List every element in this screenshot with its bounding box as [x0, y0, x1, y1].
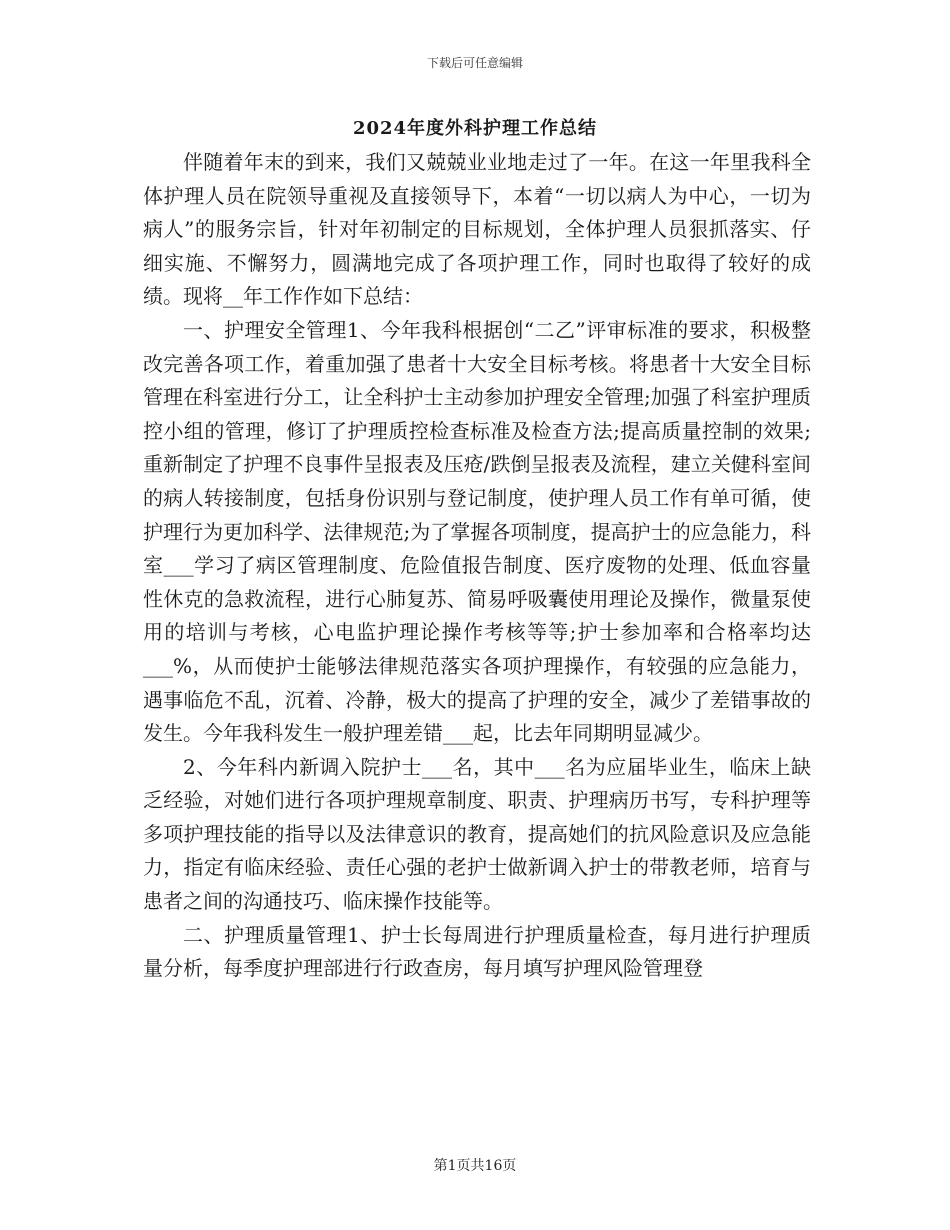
- paragraph-quality-management: 二、护理质量管理1、护士长每周进行护理质量检查，每月进行护理质量分析，每季度护理部进行行政查房，每月填写护理风险管理登: [143, 922, 811, 981]
- header-note: 下载后可任意编辑: [426, 56, 523, 70]
- paragraph-intro: 伴随着年末的到来，我们又兢兢业业地走过了一年。在这一年里我科全体护理人员在院领导重视及直接领导下，本着“一切以病人为中心，一切为病人”的服务宗旨，针对年初制定的目标规划，全体护理人员狠抓落实、仔细实施、不懈努力，圆满地完成了各项护理工作，同时也取得了较好的成绩。现将__年工作作如下总结：: [143, 150, 811, 309]
- page-number: 第1页共16页: [433, 1158, 517, 1174]
- paragraph-safety-management: 一、护理安全管理1、今年我科根据创“二乙”评审标准的要求，积极整改完善各项工作，着重加强了患者十大安全目标考核。将患者十大安全目标管理在科室进行分工，让全科护士主动参加护理安全管理;加强了科室护理质控小组的管理，修订了护理质控检查标准及检查方法;提高质量控制的效果;重新制定了护理不良事件呈报表及压疮/跌倒呈报表及流程，建立关健科室间的病人转接制度，包括身份识别与登记制度，使护理人员工作有单可循，使护理行为更加科学、法律规范;为了掌握各项制度，提高护士的应急能力，科室___学习了病区管理制度、危险值报告制度、医疗废物的处理、低血容量性休克的急救流程，进行心肺复苏、简易呼吸囊使用理论及操作，微量泵使用的培训与考核，心电监护理论操作考核等等;护士参加率和合格率均达___%，从而使护士能够法律规范落实各项护理操作，有较强的应急能力，遇事临危不乱，沉着、冷静，极大的提高了护理的安全，减少了差错事故的发生。今年我科发生一般护理差错___起，比去年同期明显减少。: [143, 317, 811, 746]
- document-title: 2024年度外科护理工作总结: [352, 118, 598, 139]
- paragraph-new-nurses: 2、今年科内新调入院护士___名，其中___名为应届毕业生，临床上缺乏经验，对她们进行各项护理规章制度、职责、护理病历书写，专科护理等多项护理技能的指导以及法律意识的教育，提高她们的抗风险意识及应急能力，指定有临床经验、责任心强的老护士做新调入护士的带教老师，培育与患者之间的沟通技巧、临床操作技能等。: [143, 754, 811, 914]
- document-body: [143, 146, 811, 986]
